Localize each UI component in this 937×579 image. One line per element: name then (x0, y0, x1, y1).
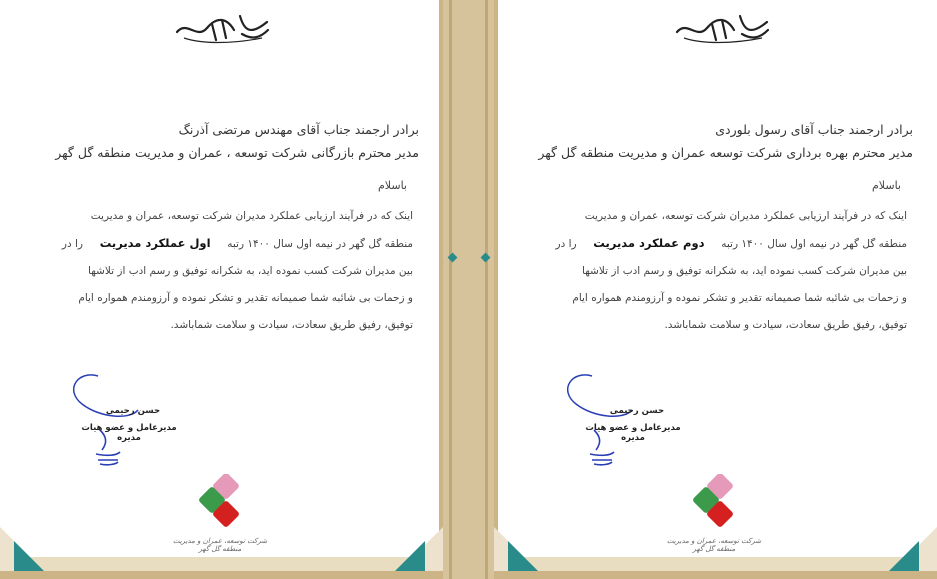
binding-spine (443, 0, 494, 579)
addressee-position: مدیر محترم بهره برداری شرکت توسعه عمران و مدیریت منطقه گل گهر (538, 145, 913, 160)
body-line (27, 230, 413, 258)
addressee-block (55, 118, 419, 164)
corner-triangle-teal (395, 541, 425, 571)
body-text: منطقه گل گهر در نیمه اول سال ۱۴۰۰ رتبه (721, 238, 907, 250)
diamond-ornament (481, 253, 491, 263)
body-line: و زحمات بی شائبه شما صمیمانه تقدیر و تشکر نموده و آرزومندم همواره ایام (78, 292, 413, 304)
body-line: اینک که در فرآیند ارزیابی عملکرد مدیران شرکت توسعه، عمران و مدیریت (90, 210, 413, 222)
logo-caption: شرکت توسعه، عمران و مدیریت منطقه گل گهر (172, 537, 268, 553)
logo-caption: شرکت توسعه، عمران و مدیریت منطقه گل گهر (666, 537, 762, 553)
signer-name: حسن رحیمی (105, 406, 161, 416)
corner-triangle-teal (889, 541, 919, 571)
rank-highlight: اول عملکرد مدیریت (99, 236, 211, 250)
body-text: را در (555, 238, 577, 250)
greeting: باسلام (377, 179, 407, 192)
frame-bottom-edge (494, 571, 937, 579)
addressee-position: مدیر محترم بازرگانی شرکت توسعه ، عمران و مدیریت منطقه گل گهر (55, 145, 419, 160)
calligraphy-bismillah-icon (672, 10, 772, 46)
frame-border (494, 0, 498, 579)
certificate-right (494, 0, 937, 579)
addressee-name: برادر ارجمند جناب آقای رسول بلوردی (715, 122, 913, 137)
corner-triangle-teal (14, 541, 44, 571)
letter-body (27, 203, 413, 339)
addressee-name: برادر ارجمند جناب آقای مهندس مرتضی آذرنگ (178, 122, 419, 137)
spine-line (449, 0, 452, 579)
body-line: اینک که در فرآیند ارزیابی عملکرد مدیران شرکت توسعه، عمران و مدیریت (584, 210, 907, 222)
body-line: بین مدیران شرکت کسب نموده اید، به شکرانه توفیق و رسم ادب از تلاشها (582, 265, 907, 277)
certificate-left (0, 0, 443, 579)
greeting: باسلام (871, 179, 901, 192)
body-text: منطقه گل گهر در نیمه اول سال ۱۴۰۰ رتبه (227, 238, 413, 250)
body-line: و زحمات بی شائبه شما صمیمانه تقدیر و تشکر نموده و آرزومندم همواره ایام (572, 292, 907, 304)
letter-body (521, 203, 907, 339)
addressee-block (538, 118, 913, 164)
body-line: توفیق، رفیق طریق سعادت، سیادت و سلامت شماباشد. (170, 319, 413, 331)
signer-title: مدیرعامل و عضو هیات مدیره (585, 423, 681, 443)
body-line: بین مدیران شرکت کسب نموده اید، به شکرانه توفیق و رسم ادب از تلاشها (88, 265, 413, 277)
frame-bottom-edge (0, 571, 443, 579)
corner-triangle-teal (508, 541, 538, 571)
spine-line (485, 0, 488, 579)
body-line (521, 230, 907, 258)
company-logo-icon (686, 474, 746, 534)
signer-title: مدیرعامل و عضو هیات مدیره (81, 423, 177, 443)
body-line: توفیق، رفیق طریق سعادت، سیادت و سلامت شماباشد. (664, 319, 907, 331)
calligraphy-bismillah-icon (172, 10, 272, 46)
rank-highlight: دوم عملکرد مدیریت (593, 236, 705, 250)
body-text: را در (61, 238, 83, 250)
company-logo-icon (192, 474, 252, 534)
signer-name: حسن رحیمی (609, 406, 665, 416)
